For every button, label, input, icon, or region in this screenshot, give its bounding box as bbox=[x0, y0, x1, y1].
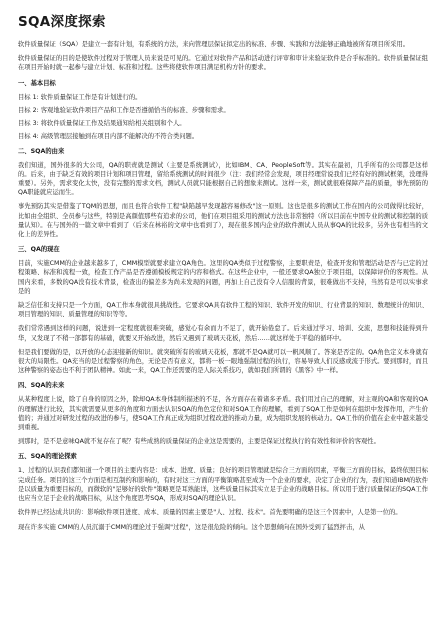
goal-item: 目标 2: 客观地验证软件项目产品和工作是否遵循恰当的标准、步骤和需求。 bbox=[18, 106, 230, 114]
body-paragraph: 但是我们要做的是，以开放的心态迎接新的知识。就突破所有的玻璃天花板，那就不是QA就可以一帆风顺了。答案是否定的。QA角色定义本身就有很大的局限性。QA充当的是过程警察的角色，无论是否有意义，都将一板一眼地强制过程的执行，容易导致人们反感或流于形式。要到那时，而且这种警察的姿态也不利于团队精神。如此一来，QA工作还需要的是人际关系技巧，就如我们所谓的《黑客》中一样。 bbox=[18, 348, 428, 375]
goal-item: 目标 4: 高级管理层接触到在项目内部不能解决的不符合类问题。 bbox=[18, 132, 199, 140]
section-heading: 五、SQA的理论探索 bbox=[18, 453, 77, 461]
body-paragraph: 目前，实施CMM的企业越来越多了，CMM模型就要求建立QA角色。这里的QA类似于过程警察，主要职责是，检查开发和管理活动是否与已定的过程策略、标准和流程一致，检查工作产品是否遵循模板规定的内容和格式。在这些企业中，一般还要求QA独立于项目组，以保障评价的客观性。从国内来看，多数的QA没有技术背景，检查出的偏差多为尚未发现的问题，再加上自己没有令人信服的背景，很难做出不支持，当然有是可以实事求是的 bbox=[18, 260, 428, 295]
body-paragraph: 事先预防其实是借鉴了TQM的思想，而且也符合软件工程"缺陷越早发现越容易修改"这一原则。这也是很多的测试工作在国内的公司做得比较好，比如由全组织、全员参与这些，特别是高颜值那些有追求的公司，他们在项目组采用的测试方法也非常独特（所以目前在中国专业的测试和控制的质量认知）。在与国外的一篇文章中看到了（后来在林裕的文章中也看到了），现在很多国内企业的软件测试人员从事QA的比较多，另外也有相当的文化上的差异性。 bbox=[18, 203, 428, 239]
goal-item: 目标 1: 软件质量保证工作是有计划进行的。 bbox=[18, 93, 142, 101]
body-paragraph: 现在许多实施 CMM的人员沉溺于CMM的理论过于强调"过程"，这是很危险的倾向。这个思想倾向在国外受到了猛烈抨击，从 bbox=[18, 523, 365, 531]
body-paragraph: 到那时，是不是意味QA就不复存在了呢？有些成熟的质量保证的企业这是需要的，主要是保证过程执行的有效性和评价的客观性。 bbox=[18, 438, 380, 446]
body-paragraph: 我们知道，国外很多的大公司，QA的职责就是测试（主要是系统测试），比如IBM、CA、PeopleSoft等。其实在最初，几乎所有的公司都是这样的。后来，由于缺乏有效的项目计划和项目管理，留给系统测试的时间很少（注：我们经常会发现，项目经理常说我们已经有好的测试框架，没理得重要）。另外，需求变化太快，没有完整的需求文档，测试人员就只能根据自己的想象来测试。这样一来，测试就很难保障产品的质量，事先预防的QA职能就应运而生。 bbox=[18, 161, 428, 197]
body-paragraph: 缺乏信任和支持只是一个方面，QA工作本身就很具挑战性。它要求QA具有软件工程的知识、软件开发的知识、行业背景的知识、数理统计的知识、项目管理的知识、质量管理的知识等等。 bbox=[18, 302, 428, 319]
page-title: SQA深度探索 bbox=[18, 14, 106, 30]
body-paragraph: 从某种程度上说，除了自身的原因之外，除却QA本身体制所描述的不足，各方面存在着诸多矛盾。我们用过自己的理解，对主观的QA和客观的QA的理解进行比较，其实就需要从更多的角度和方面去认识SQA的角色定位和对SQA工作的理解，看到了SQA工作是如何在组织中发挥作用，产生价值的；并通过对研发过程的改进的参与，使SQA工作真正成为组织过程改进的推动力量，成为组织发展的核动力。QA工作的价值在企业中越来越受到重视。 bbox=[18, 396, 428, 432]
section-heading: 一、基本目标 bbox=[18, 79, 56, 87]
intro-paragraph: 软件质量保证（SQA）是建立一套有计划，有系统的方法，来向管理层保证拟定出的标准、步骤、实践和方法能够正确地被所有项目所采用。 bbox=[18, 41, 410, 48]
goal-item: 目标 3: 将软件质量保证工作及结果通知给相关组别和个人。 bbox=[18, 119, 186, 127]
section-heading: 二、SQA的由来 bbox=[18, 147, 65, 155]
section-heading: 四、SQA的未来 bbox=[18, 382, 65, 390]
body-paragraph: 1、过程的认识我们都知道一个项目的主要内容是：成本、进度、质量；良好的项目管理就是综合三方面的因素，平衡三方面的目标，最终依照目标完成任务。项目的这三个方面是相互制约和影响的，有时对这三方面的平衡策略甚至成为一个企业的要求，决定了企业的行为，我们知道IBM的软件是以质量为重要目标的，而微软的"足够好的软件"策略更是耳熟能详，这些质量目标其实立足于企业的战略目标。所以用于进行质量保证的SQA工作也应当立足于企业的战略目标，从这个角度思考SQA，形成对SQA的理论认识。 bbox=[18, 467, 428, 503]
intro-paragraph: 软件质量保证的目的是使软件过程对于管理人员来说是可见的。它通过对软件产品和活动进行评审和审计来验证软件是合乎标准的。软件质量保证组在项目开始时就一起参与建立计划、标准和过程。这些将使软件项目满足机构方针的要求。 bbox=[18, 55, 428, 72]
body-paragraph: 软件界已经达成共识的：影响软件项目进度、成本、质量的因素主要是"人、过程、技术"。首先要明确的是这三个因素中，人是第一位的。 bbox=[18, 509, 402, 517]
section-heading: 三、QA的现在 bbox=[18, 246, 60, 254]
body-paragraph: 我们常常遇到这样的问题，说进到一定程度就很难突破，感觉心有余而力不足了，就开始倦怠了。后来通过学习、培训、交流，思想和技能得到升华，又发现了不稍一部都有的基础，就要又开始改进，然后又遇到了玻璃天花板，然后……就这样处于平稳的循环中。 bbox=[18, 325, 428, 342]
